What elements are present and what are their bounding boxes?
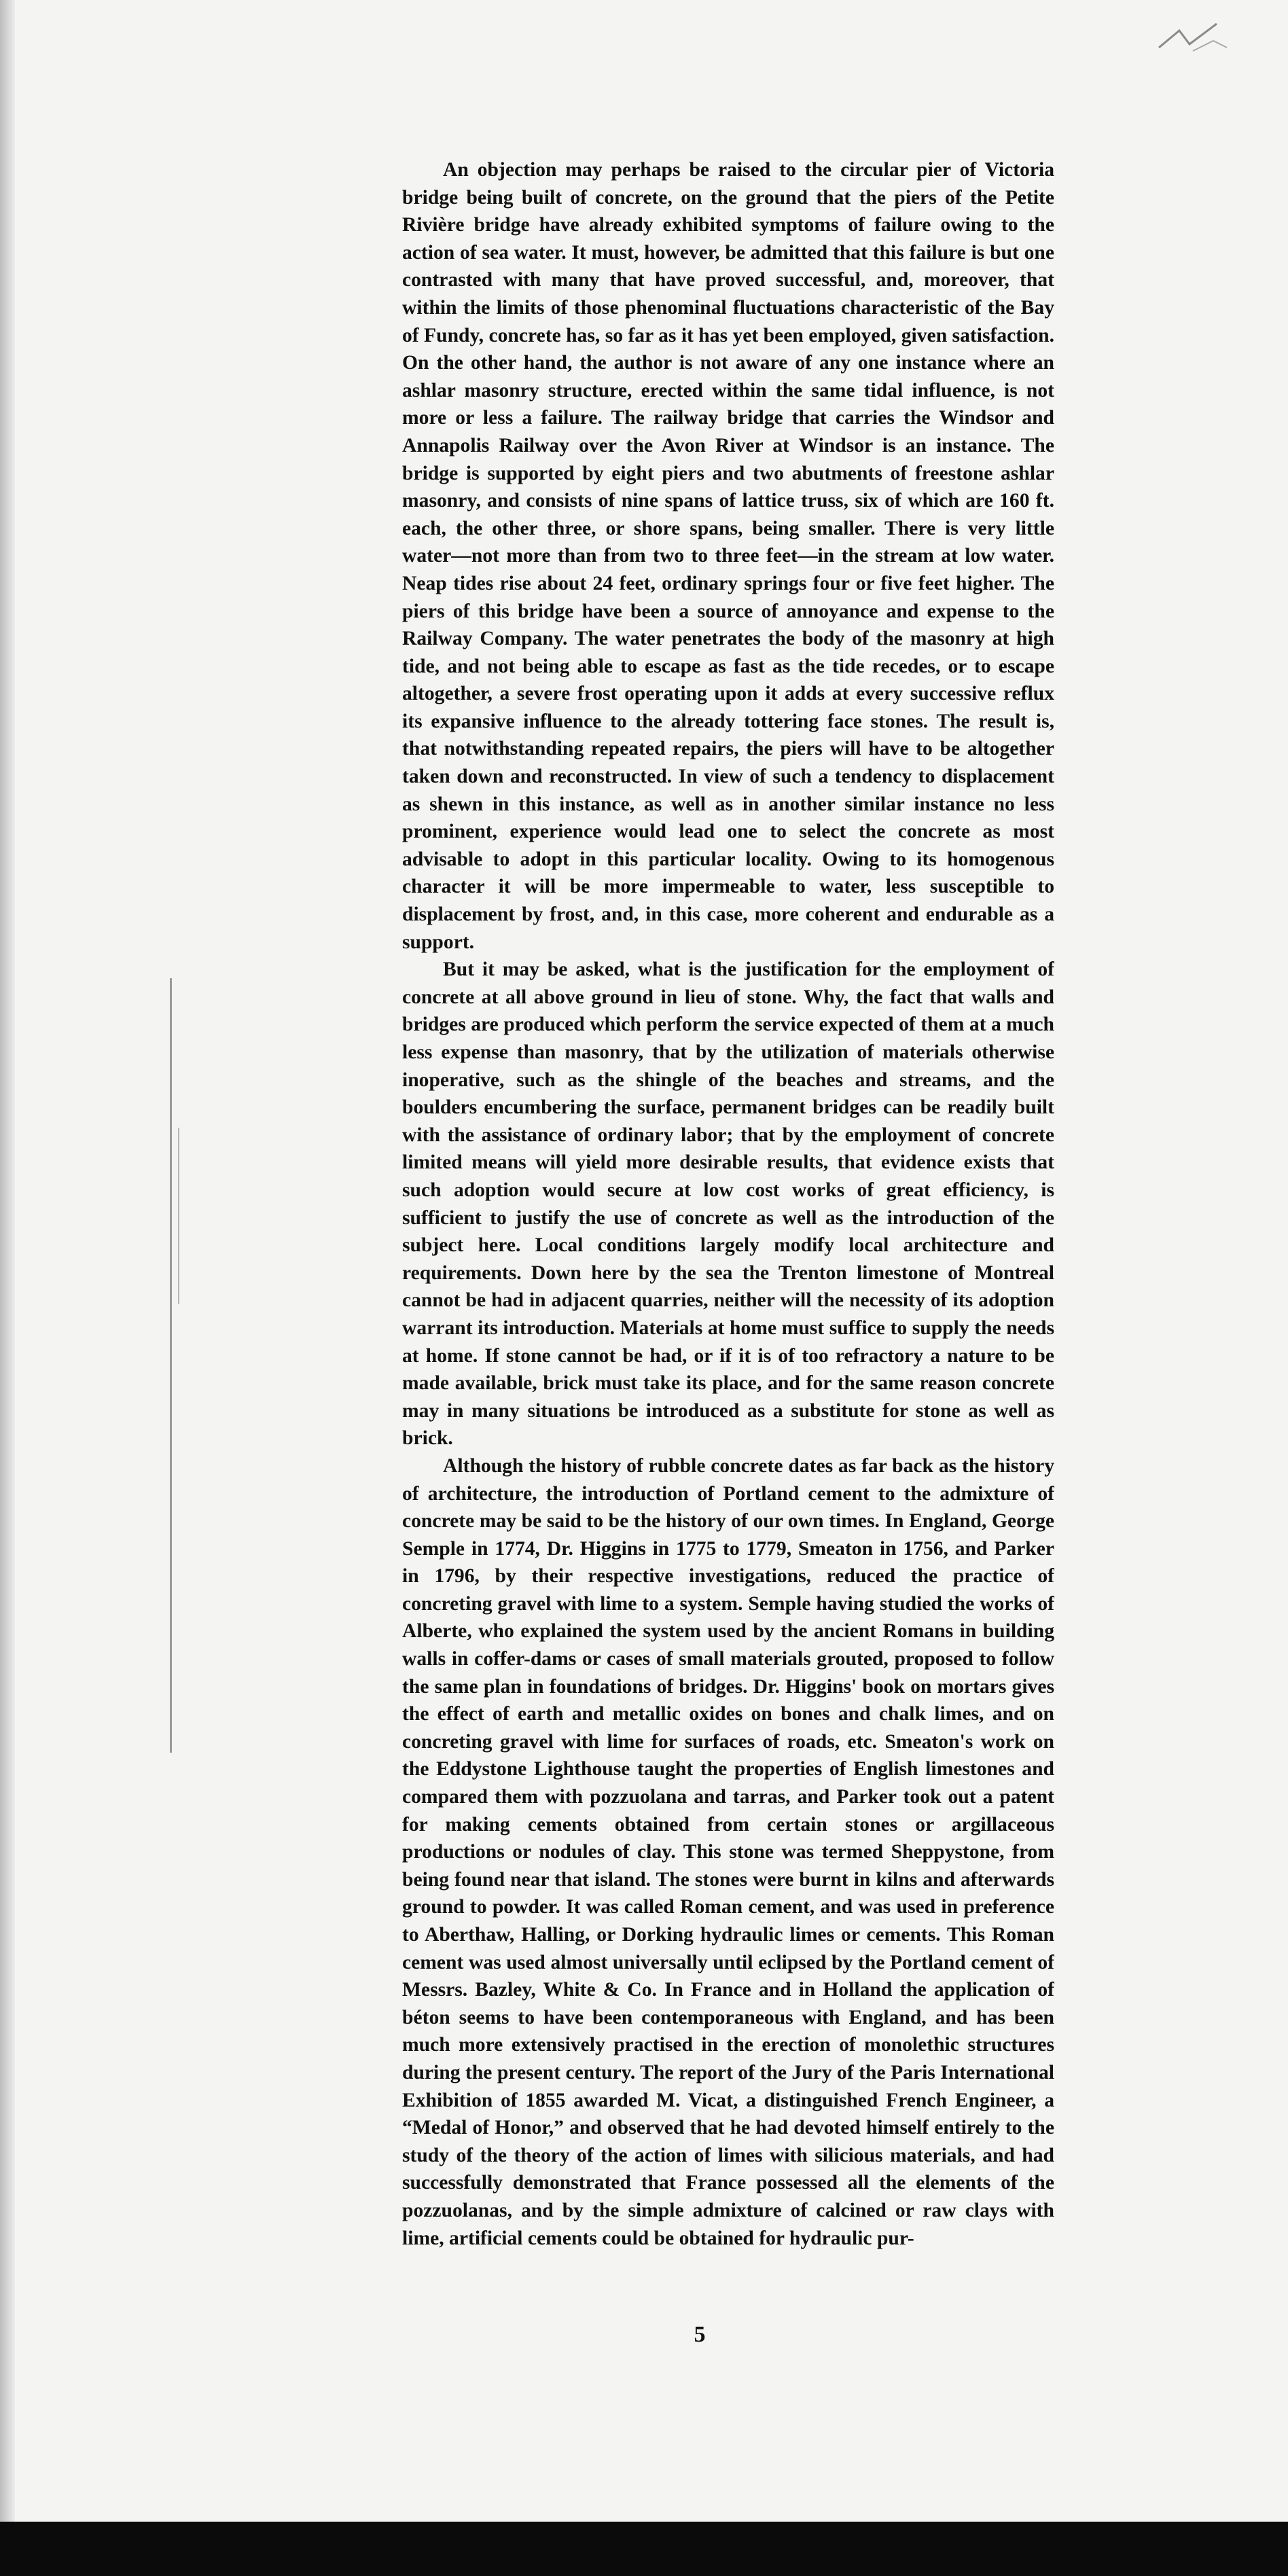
page-number: 5 xyxy=(694,2322,706,2347)
paragraph-justification: But it may be asked, what is the justification for the employment of concrete at all above ground in lieu of stone. Why, the fact that walls and bridges are produced which perform the service expected of them at a much less expense than masonry, that by the utilization of materials otherwise inoperative, such as the shingle of the beaches and streams, and the boulders encumbering the surface, permanent bridges can be readily built with the assistance of ordinary labor; that by the employment of concrete limited means will yield more desirable results, that evidence exists that such adoption would secure at low cost works of great efficiency, is sufficient to justify the use of concrete as well as the introduction of the subject here. Local conditions largely modify local architecture and requirements. Down here by the sea the Trenton limestone of Montreal cannot be had in adjacent quarries, neither will the necessity of its adoption warrant its introduction. Materials at home must suffice to supply the needs at home. If stone cannot be had, or if it is of too refractory a nature to be made available, brick must take its place, and for the same reason concrete may in many situations be introduced as a substitute for stone as well as brick. xyxy=(402,959,1054,1450)
page-edge xyxy=(0,0,15,2522)
scan-bottom-border xyxy=(0,2522,1288,2576)
binding-shadow-line-secondary xyxy=(178,1128,179,1304)
paragraph-history: Although the history of rubble concrete dates as far back as the history of architecture, the introduction of Portland cement to the admixture of concrete may be said to be the history of our own times. In England, George Semple in 1774, Dr. Higgins in 1775 to 1779, Smeaton in 1756, and Parker in 1796, by their respective investigations, reduced the practice of concreting gravel with lime to a system. Semple having studied the works of Alberte, who explained the system used by the ancient Romans in building walls in coffer-dams or cases of small materials grouted, proposed to follow the same plan in foundations of bridges. Dr. Higgins' book on mortars gives the effect of earth and metallic oxides on bones and chalk limes, and on concreting gravel with lime for surfaces of roads, etc. Smeaton's work on the Eddystone Lighthouse taught the properties of English limestones and compared them with pozzuolana and tarras, and Parker took out a patent for making cements obtained from certain stones or argillaceous productions or nodules of clay. This stone was termed Sheppystone, from being found near that island. The stones were burnt in kilns and afterwards ground to powder. It was called Roman cement, and was used in preference to Aberthaw, Halling, or Dorking hydraulic limes or cements. This Roman cement was used almost universally until eclipsed by the Portland cement of Messrs. Bazley, White & Co. In France and in Holland the application of béton seems to have been contemporaneous with England, and has been much more extensively practised in the erection of monolethic structures during the present century. The report of the Jury of the Paris International Exhibition of 1855 awarded M. Vicat, a distinguished French Engineer, a “Medal of Honor,” and observed that he had devoted himself entirely to the study of the theory of the action of limes with silicious materials, and had successfully demonstrated that France possessed all the elements of the pozzuolanas, and by the simple admixture of calcined or raw clays with lime, artificial cements could be obtained for hydraulic pur- xyxy=(402,1454,1054,2249)
binding-shadow-line xyxy=(170,978,172,1753)
corner-scan-mark xyxy=(1152,20,1234,61)
document-body xyxy=(402,156,1054,2316)
paragraph-victoria-bridge: An objection may perhaps be raised to the circular pier of Victoria bridge being built of concrete, on the ground that the piers of the Petite Rivière bridge have already exhibited symptoms of failure owing to the action of sea water. It must, however, be admitted that this failure is but one contrasted with many that have proved successful, and, moreover, that within the limits of those phenominal fluctuations characteristic of the Bay of Fundy, concrete has, so far as it has yet been employed, given satisfaction. On the other hand, the author is not aware of any one instance where an ashlar masonry structure, erected within the same tidal influence, is not more or less a failure. The railway bridge that carries the Windsor and Annapolis Railway over the Avon River at Windsor is an instance. The bridge is supported by eight piers and two abutments of freestone ashlar masonry, and consists of nine spans of lattice truss, six of which are 160 ft. each, the other three, or shore spans, being smaller. There is very little water—not more than from two to three feet—in the stream at low water. Neap tides rise about 24 feet, ordinary springs four or five feet higher. The piers of this bridge have been a source of annoyance and expense to the Railway Company. The water penetrates the body of the masonry at high tide, and not being able to escape as fast as the tide recedes, or to escape altogether, a severe frost operating upon it adds at every successive reflux its expansive influence to the already tottering face stones. The result is, that notwithstanding repeated repairs, the piers will have to be altogether taken down and reconstructed. In view of such a tendency to displacement as shewn in this instance, as well as in another similar instance no less prominent, experience would lead one to select the concrete as most advisable to adopt in this particular locality. Owing to its homogenous character it will be more impermeable to water, less susceptible to displacement by frost, and, in this case, more coherent and endurable as a support. xyxy=(402,159,1054,953)
